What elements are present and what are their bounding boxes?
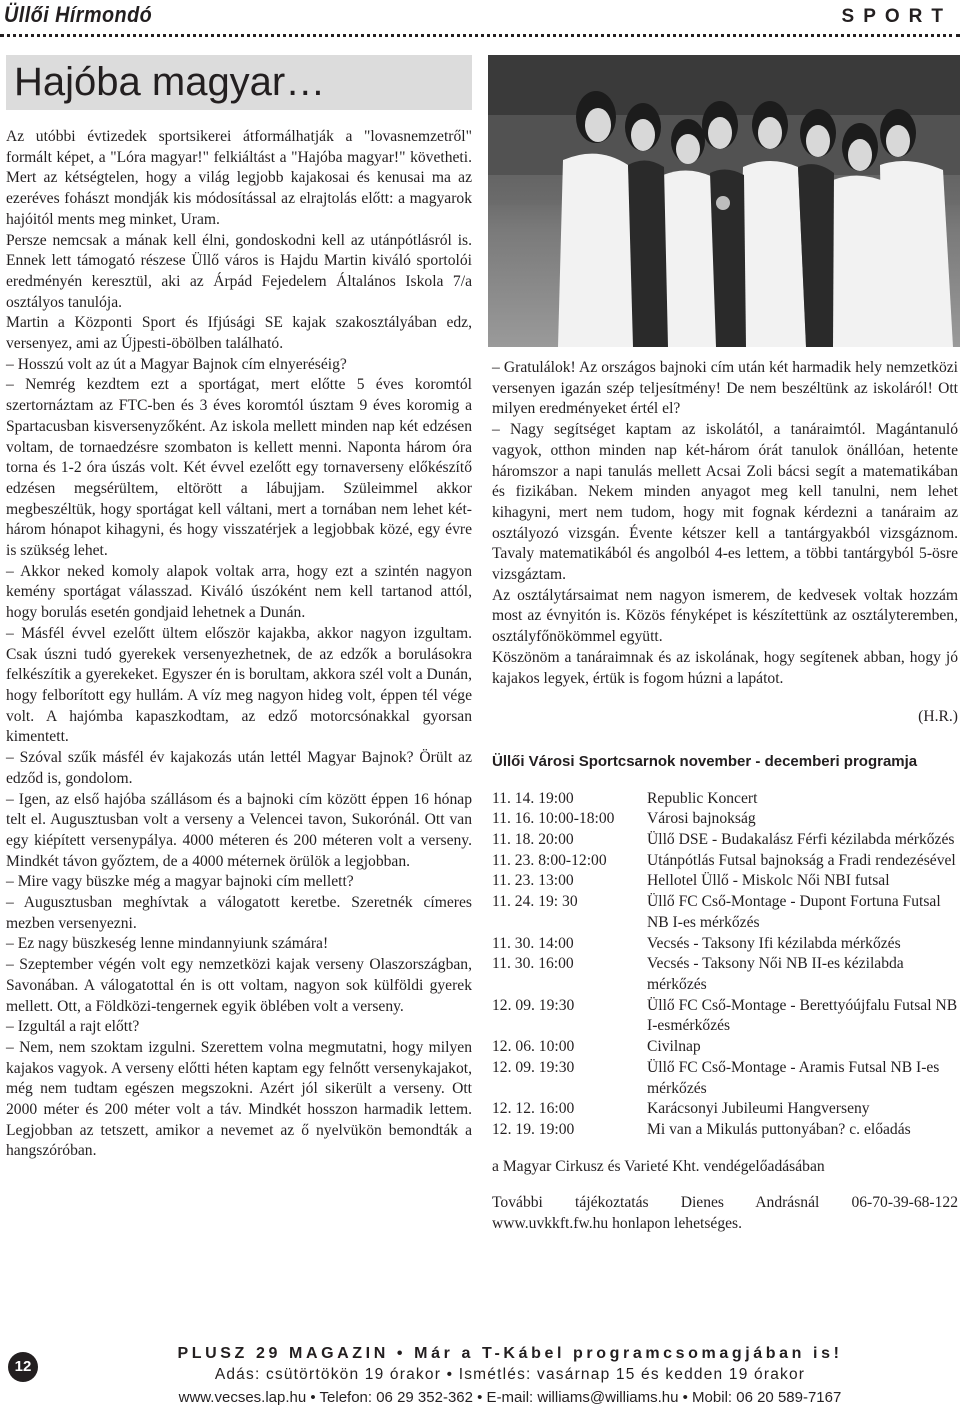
schedule-date: 12. 06. 10:00	[492, 1038, 575, 1056]
schedule-row	[492, 1099, 958, 1120]
dotted-divider	[0, 34, 960, 37]
schedule-date: 11. 30. 16:00	[492, 955, 574, 973]
ad-line-1: PLUSZ 29 MAGAZIN • Már a T-Kábel programcsomagjában is!	[177, 1345, 843, 1362]
paragraph: – Augusztusban meghívtak a válogatott keretbe. Szeretnék címeres mezben versenyezni.	[6, 894, 472, 932]
schedule-info: További tájékoztatás Dienes Andrásnál 06-70-39-68-122 www.uvkkft.fw.hu honlapon lehetséges.	[492, 1194, 958, 1233]
schedule-row	[492, 1058, 958, 1099]
schedule-row	[492, 996, 958, 1037]
ad-line-2: Adás: csütörtökön 19 órakor • Ismétlés: vasárnap 15 és kedden 19 órakor	[214, 1366, 806, 1383]
schedule-title: Üllői Városi Sportcsarnok november - decemberi programja	[492, 752, 918, 770]
schedule-event: Hellotel Üllő - Miskolc Női NBI futsal	[647, 872, 890, 890]
schedule-date: 12. 09. 19:30	[492, 996, 575, 1014]
schedule-event: Karácsonyi Jubileumi Hangverseny	[647, 1100, 870, 1118]
section-label: SPORT	[841, 6, 952, 27]
schedule-row	[492, 1120, 958, 1141]
schedule-date: 11. 16. 10:00-18:00	[492, 810, 615, 828]
schedule-event: Civilnap	[647, 1038, 701, 1056]
schedule-date: 12. 12. 16:00	[492, 1100, 575, 1118]
paragraph: – Hosszú volt az út a Magyar Bajnok cím elnyeréséig?	[6, 355, 347, 373]
masthead	[0, 0, 960, 40]
schedule-event: Vecsés - Taksony Ifi kézilabda mérkőzés	[647, 934, 901, 952]
schedule-row	[492, 934, 958, 955]
schedule-event: Utánpótlás Futsal bajnokság a Fradi rendezésével	[647, 851, 956, 869]
class-photo	[488, 55, 960, 347]
schedule-row	[492, 892, 958, 933]
paragraph: – Nemrég kezdtem ezt a sportágat, mert előtte 5 éves koromtól szertornáztam az FTC-ben és 3 éves koromtól úsztam 9 éves koromig a Spartacusban kisversenyzőként. Az iskola mellett minden nap két edzésen voltam, de tornaedzésre szombaton is kellett menni. Naponta három óra torna és 1-2 óra úszás volt. Két évvel ezelőtt egy tornaverseny előkészítő edzésen megsérültem, eltörött a lábujjam. Szüleimmel akkor megbeszéltük, hogy sportágat kell váltani, mert a tornában nem lehet két-három hónapot kihagyni, és hogy visszatérjek a legjobbak közé, egy évre is szükség lehet.	[6, 376, 472, 560]
paragraph: – Szeptember végén volt egy nemzetközi kajak verseny Olaszországban, Savonában. A válogatottal én is ott voltam, nagyon sok külföldi gyerek mellett. Ott, a Földközi-tengernek egyik öblében volt a verseny.	[6, 956, 472, 1015]
footer-ad	[60, 1343, 960, 1409]
author-signature: (H.R.)	[918, 708, 958, 726]
paragraph: – Mire vagy büszke még a magyar bajnoki cím mellett?	[6, 873, 354, 891]
schedule-event: Üllő FC Cső-Montage - Aramis Futsal NB I-es mérkőzés	[647, 1058, 940, 1097]
class-photo-figures	[488, 55, 960, 347]
schedule-date: 11. 18. 20:00	[492, 831, 574, 849]
schedule-event: Üllő FC Cső-Montage - Berettyóújfalu Futsal NB I-esmérkőzés	[647, 996, 958, 1035]
schedule-event: Republic Koncert	[647, 789, 758, 807]
paragraph: – Igen, az első hajóba szállásom és a bajnoki cím között éppen 16 hónap telt el. Augusztusban volt a verseny a Velencei tavon, Sukorónál. Ott van egy kiépített versenypálya. 4000 méteren és 200 méteren volt a verseny. Mindkét távon győztem, de a 4000 méternek örülök a legjobban.	[6, 790, 472, 870]
schedule-date: 11. 14. 19:00	[492, 789, 574, 807]
schedule-row	[492, 830, 958, 851]
paragraph: – Gratulálok! Az országos bajnoki cím után két harmadik hely nemzetközi versenyen igazán szép teljesítmény! De nem beszéltünk az iskoláról! Ott milyen eredményeket értél el?	[492, 359, 958, 418]
schedule-list	[492, 789, 958, 1141]
schedule-date: 12. 09. 19:30	[492, 1058, 575, 1076]
headline-box	[6, 55, 472, 110]
paragraph: – Szóval szűk másfél év kajakozás után lettél Magyar Bajnok? Örült az edződ is, gondolom.	[6, 749, 472, 787]
schedule-date: 11. 23. 13:00	[492, 872, 574, 890]
paragraph: – Ez nagy büszkeség lenne mindannyiunk számára!	[6, 935, 329, 953]
article-right-column	[492, 358, 958, 1235]
paragraph: – Akkor neked komoly alapok voltak arra, hogy ezt a szintén nagyon kemény sportágat válasszad. Kiváló úszóként nem kell tartanod attól, hogy borulás esetén gondjaid lehetnek a Dunán.	[6, 562, 472, 622]
publication-name: Üllői Hírmondó	[4, 2, 153, 27]
paragraph: – Izgultál a rajt előtt?	[6, 1018, 140, 1036]
paragraph: Köszönöm a tanáraimnak és az iskolának, hogy segítenek abban, hogy jó kajakos legyek, értük is fogom húzni a lapátot.	[492, 648, 958, 687]
article-title: Hajóba magyar…	[14, 60, 326, 104]
schedule-row	[492, 954, 958, 995]
schedule-row	[492, 1037, 958, 1058]
schedule-trailing-line: a Magyar Cirkusz és Varieté Kht. vendégelőadásában	[492, 1157, 825, 1175]
schedule-row	[492, 809, 958, 830]
paragraph: Az utóbbi évtizedek sportsikerei átformálhatják a "lovasnemzetről" formált képet, a "Lóra magyar!" felkiáltást a "Hajóba magyar!" követheti. Mert az kétségtelen, hogy a világ legjobb kajakosai és kenusai ma az ezeréves fohászt mondják kis módosítással az elrajtolás előtt: a magyarok hajóitól ments meg minket, Uram.	[6, 128, 472, 228]
schedule-event: Mi van a Mikulás puttonyában? c. előadás	[647, 1120, 911, 1138]
paragraph: Az osztálytársaimat nem nagyon ismerem, de kedvesek voltak hozzám most az évnyitón is. Közös fényképet is készítettünk az osztályteremben, osztályfőnökömmel együtt.	[492, 586, 958, 646]
schedule-event: Városi bajnokság	[647, 810, 756, 828]
schedule-date: 12. 19. 19:00	[492, 1120, 575, 1138]
schedule-row	[492, 851, 958, 872]
paragraph: – Másfél évvel ezelőtt ültem először kajakba, akkor nagyon izgultam. Csak úszni tudó gyerekek versenyezhetnek, de az edzők a borulásokra felkészítik a gyerekeket. Egyszer én is borultam, akkora szél volt a Dunán, hogy felborított egy hullám. A víz meg nagyon hideg volt, éppen tél vége volt. A hajómba kapaszkodtam, az edző motorcsónakkal gyorsan kimentett.	[6, 624, 472, 746]
page-number: 12	[8, 1352, 38, 1382]
paragraph: – Nagy segítséget kaptam az iskolától, a tanáraimtól. Magántanuló vagyok, otthon minden nap két-három órát tanulok önállóan, hetente háromszor a napi tanulás mellett Acsai Zoli bácsi segít a matematikában és fizikában. Nekem minden anyagot meg kell tanulni, nem lehet kihagyni, mert nem tudom, hogy mit fognak kérdezni a tanáraim az osztályozó vizsgán. Évente kétszer kell a tantárgyakból vizsgáznom. Tavaly matematikából és angolból 4-es lettem, a többi tantárgyból 5-ösre vizsgáztam.	[492, 421, 958, 584]
ad-line-3: www.vecses.lap.hu • Telefon: 06 29 352-362 • E-mail: williams@williams.hu • Mobil: 06 20 589-7167	[178, 1389, 842, 1406]
paragraph: Persze nemcsak a mának kell élni, gondoskodni kell az utánpótlásról is. Ennek lett támogató részese Üllő város is Hajdu Martin kiváló sportolói eredményén keresztül, aki az Árpád Fejedelem Általános Iskola 7/a osztályos tanulója.	[6, 231, 472, 311]
paragraph: Martin a Központi Sport és Ifjúsági SE kajak szakosztályában edz, versenyez, ami az Újpesti-öbölben található.	[6, 314, 472, 353]
article-left-column	[6, 127, 472, 1162]
schedule-date: 11. 30. 14:00	[492, 934, 574, 952]
right-paragraphs	[492, 358, 958, 689]
schedule-event: Vecsés - Taksony Női NB II-es kézilabda mérkőzés	[647, 955, 904, 993]
schedule-event: Üllő FC Cső-Montage - Dupont Fortuna Futsal NB I-es mérkőzés	[647, 893, 941, 931]
schedule-row	[492, 871, 958, 892]
schedule-event: Üllő DSE - Budakalász Férfi kézilabda mérkőzés	[647, 831, 955, 849]
schedule-date: 11. 23. 8:00-12:00	[492, 851, 607, 869]
schedule-row	[492, 789, 958, 810]
paragraph: – Nem, nem szoktam izgulni. Szerettem volna megmutatni, hogy milyen kajakos vagyok. A verseny előtti héten kaptam egy felnőtt versenykajakot, még nem tudtam egészen megszokni. Azért jól sikerült a verseny. Ott 2000 méter és 200 méter volt a táv. Mindkét hosszon harmadik lettem. Legjobban az tetszett, amikor a nevemet az ő nyelvükön bemondták a hangszóróban.	[6, 1038, 472, 1160]
schedule-date: 11. 24. 19: 30	[492, 893, 578, 911]
